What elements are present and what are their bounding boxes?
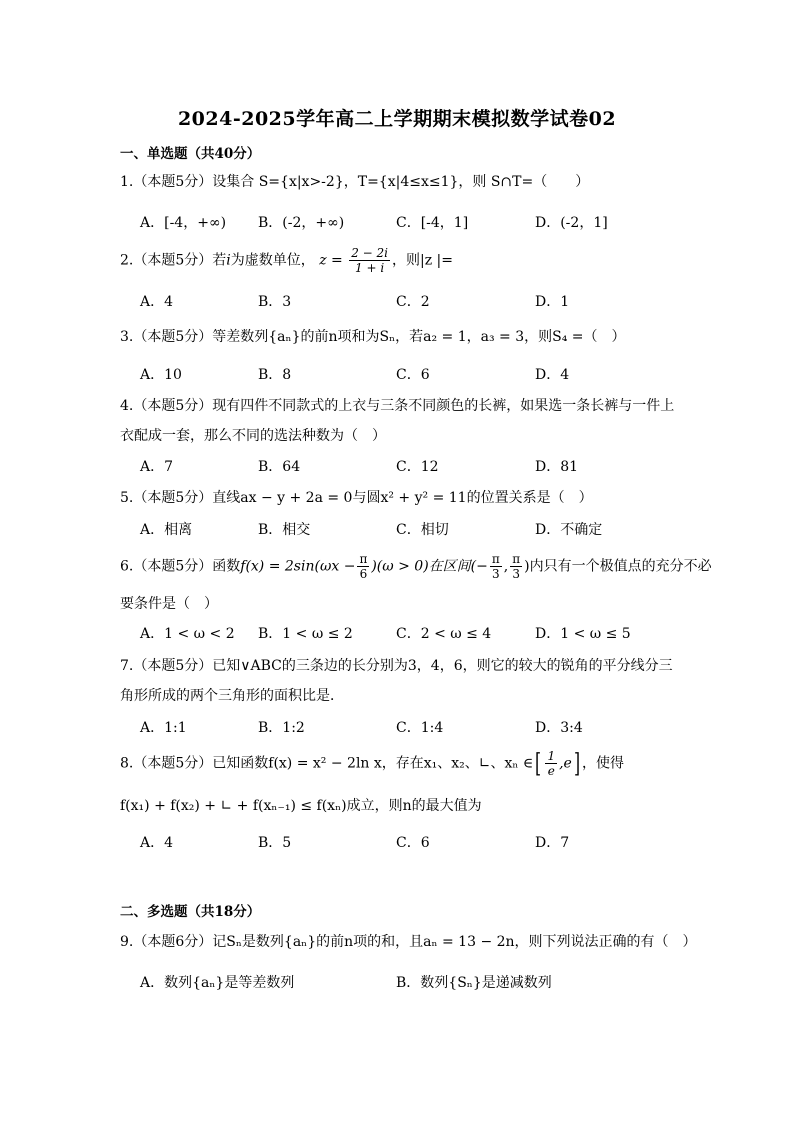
q1-option-c[interactable]: C．[-4，1]	[396, 215, 469, 231]
question-1-stem: 1.（本题5分）设集合 S={x|x>-2}，T={x|4≤x≤1}，则 S∩T=（ ）	[120, 174, 590, 190]
q6-frac1-num: π	[359, 552, 368, 566]
q8-fraction-1-over-e	[545, 749, 557, 778]
question-8-stem-line-1	[120, 749, 624, 778]
q2-z-label: z =	[319, 252, 343, 269]
q6-frac3-num: π	[512, 552, 521, 566]
q5-option-b[interactable]: B．相交	[258, 522, 311, 538]
q4-option-b[interactable]: B．64	[258, 459, 301, 475]
q8-option-c[interactable]: C．6	[396, 835, 430, 851]
q2-fraction	[349, 246, 390, 275]
q6-function: f(x) = 2sin(ωx −	[240, 558, 356, 575]
q3-option-a[interactable]: A．10	[140, 367, 182, 383]
q6-option-c[interactable]: C．2 < ω ≤ 4	[396, 626, 492, 642]
question-4-stem-line-1: 4.（本题5分）现有四件不同款式的上衣与三条不同颜色的长裤，如果选一条长裤与一件上	[120, 398, 675, 414]
q4-option-a[interactable]: A．7	[140, 459, 174, 475]
q6-stem-mid: )(ω > 0)在区间(−	[371, 558, 488, 575]
q6-option-d[interactable]: D．1 < ω ≤ 5	[535, 626, 631, 642]
question-3-stem: 3.（本题5分）等差数列{aₙ}的前n项和为Sₙ，若a₂ = 1，a₃ = 3，则S₄ =（ ）	[120, 329, 626, 345]
q6-frac2-den: 3	[492, 567, 500, 581]
question-7-stem-line-1: 7.（本题5分）已知∨ABC的三条边的长分别为3，4，6，则它的较大的锐角的平分线分三	[120, 658, 673, 674]
q5-option-d[interactable]: D．不确定	[535, 522, 603, 538]
q6-stem-pre: 6.（本题5分）函数	[120, 558, 241, 575]
q8-left-bracket: [	[535, 748, 542, 779]
q2-stem-pre: 2.（本题5分）若	[120, 252, 227, 269]
q3-option-b[interactable]: B．8	[258, 367, 292, 383]
q5-option-c[interactable]: C．相切	[396, 522, 449, 538]
q8-option-a[interactable]: A．4	[140, 835, 174, 851]
q6-comma: ,	[503, 558, 509, 575]
q6-frac2-num: π	[491, 552, 500, 566]
question-9-stem: 9.（本题6分）记Sₙ是数列{aₙ}的前n项的和，且aₙ = 13 − 2n，则下列说法正确的有（ ）	[120, 934, 697, 950]
q2-option-d[interactable]: D．1	[535, 294, 570, 310]
q8-option-b[interactable]: B．5	[258, 835, 292, 851]
q4-option-c[interactable]: C．12	[396, 459, 439, 475]
q5-option-a[interactable]: A．相离	[140, 522, 193, 538]
q7-option-a[interactable]: A．1:1	[140, 720, 187, 736]
question-6-stem-line-1	[120, 552, 712, 581]
q8-stem-post: ，使得	[582, 755, 624, 772]
q9-option-b[interactable]: B．数列{Sₙ}是递减数列	[396, 975, 552, 991]
question-5-stem: 5.（本题5分）直线ax − y + 2a = 0与圆x² + y² = 11的位置关系是（ ）	[120, 490, 593, 506]
q1-option-b[interactable]: B．(-2，+∞)	[258, 215, 345, 231]
question-6-stem-line-2: 要条件是（ ）	[120, 596, 218, 612]
q2-imaginary-unit: i	[226, 252, 231, 269]
q6-fraction-pi-3-b	[510, 552, 522, 581]
q6-fraction-pi-3-a	[490, 552, 502, 581]
q8-option-d[interactable]: D．7	[535, 835, 570, 851]
q2-fraction-denominator: 1 + i	[355, 261, 385, 275]
q6-option-b[interactable]: B．1 < ω ≤ 2	[258, 626, 353, 642]
section-heading-multiple-choice: 二、多选题（共18分）	[120, 904, 261, 920]
q8-stem-pre: 8.（本题5分）已知函数f(x) = x² − 2ln x，存在x₁、x₂、∟、xₙ ∈	[120, 755, 534, 772]
q2-stem-mid: 为虚数单位，	[230, 252, 315, 269]
q7-option-b[interactable]: B．1:2	[258, 720, 305, 736]
q2-option-c[interactable]: C．2	[396, 294, 430, 310]
q8-frac-num: 1	[547, 749, 556, 763]
q6-fraction-pi-6	[357, 552, 369, 581]
q3-option-d[interactable]: D．4	[535, 367, 570, 383]
section-heading-single-choice: 一、单选题（共40分）	[120, 146, 261, 162]
question-2-stem	[120, 246, 453, 275]
q7-option-d[interactable]: D．3:4	[535, 720, 583, 736]
q1-option-a[interactable]: A．[-4，+∞)	[140, 215, 227, 231]
question-4-stem-line-2: 衣配成一套，那么不同的选法种数为（ ）	[120, 428, 386, 444]
page-title: 2024-2025学年高二上学期期末模拟数学试卷02	[177, 108, 617, 130]
q6-frac3-den: 3	[512, 567, 520, 581]
q8-right-bracket: ]	[573, 748, 580, 779]
q8-bracket-post: ,e	[559, 755, 572, 772]
q4-option-d[interactable]: D．81	[535, 459, 579, 475]
q7-option-c[interactable]: C．1:4	[396, 720, 444, 736]
q9-option-a[interactable]: A．数列{aₙ}是等差数列	[140, 975, 295, 991]
q2-option-a[interactable]: A．4	[140, 294, 174, 310]
q6-option-a[interactable]: A．1 < ω < 2	[140, 626, 235, 642]
q2-fraction-numerator: 2 − 2i	[351, 246, 389, 260]
q3-option-c[interactable]: C．6	[396, 367, 430, 383]
q2-stem-post: ，则|z |=	[392, 252, 454, 269]
q6-frac1-den: 6	[359, 567, 368, 581]
question-8-stem-line-2: f(x₁) + f(x₂) + ∟ + f(xₙ₋₁) ≤ f(xₙ)成立，则n的最大值为	[120, 798, 482, 814]
q2-option-b[interactable]: B．3	[258, 294, 292, 310]
question-7-stem-line-2: 角形所成的两个三角形的面积比是．	[120, 688, 344, 704]
q1-option-d[interactable]: D．(-2，1]	[535, 215, 608, 231]
q6-stem-post: )内只有一个极值点的充分不必	[524, 558, 712, 575]
q8-frac-den: e	[547, 764, 555, 778]
